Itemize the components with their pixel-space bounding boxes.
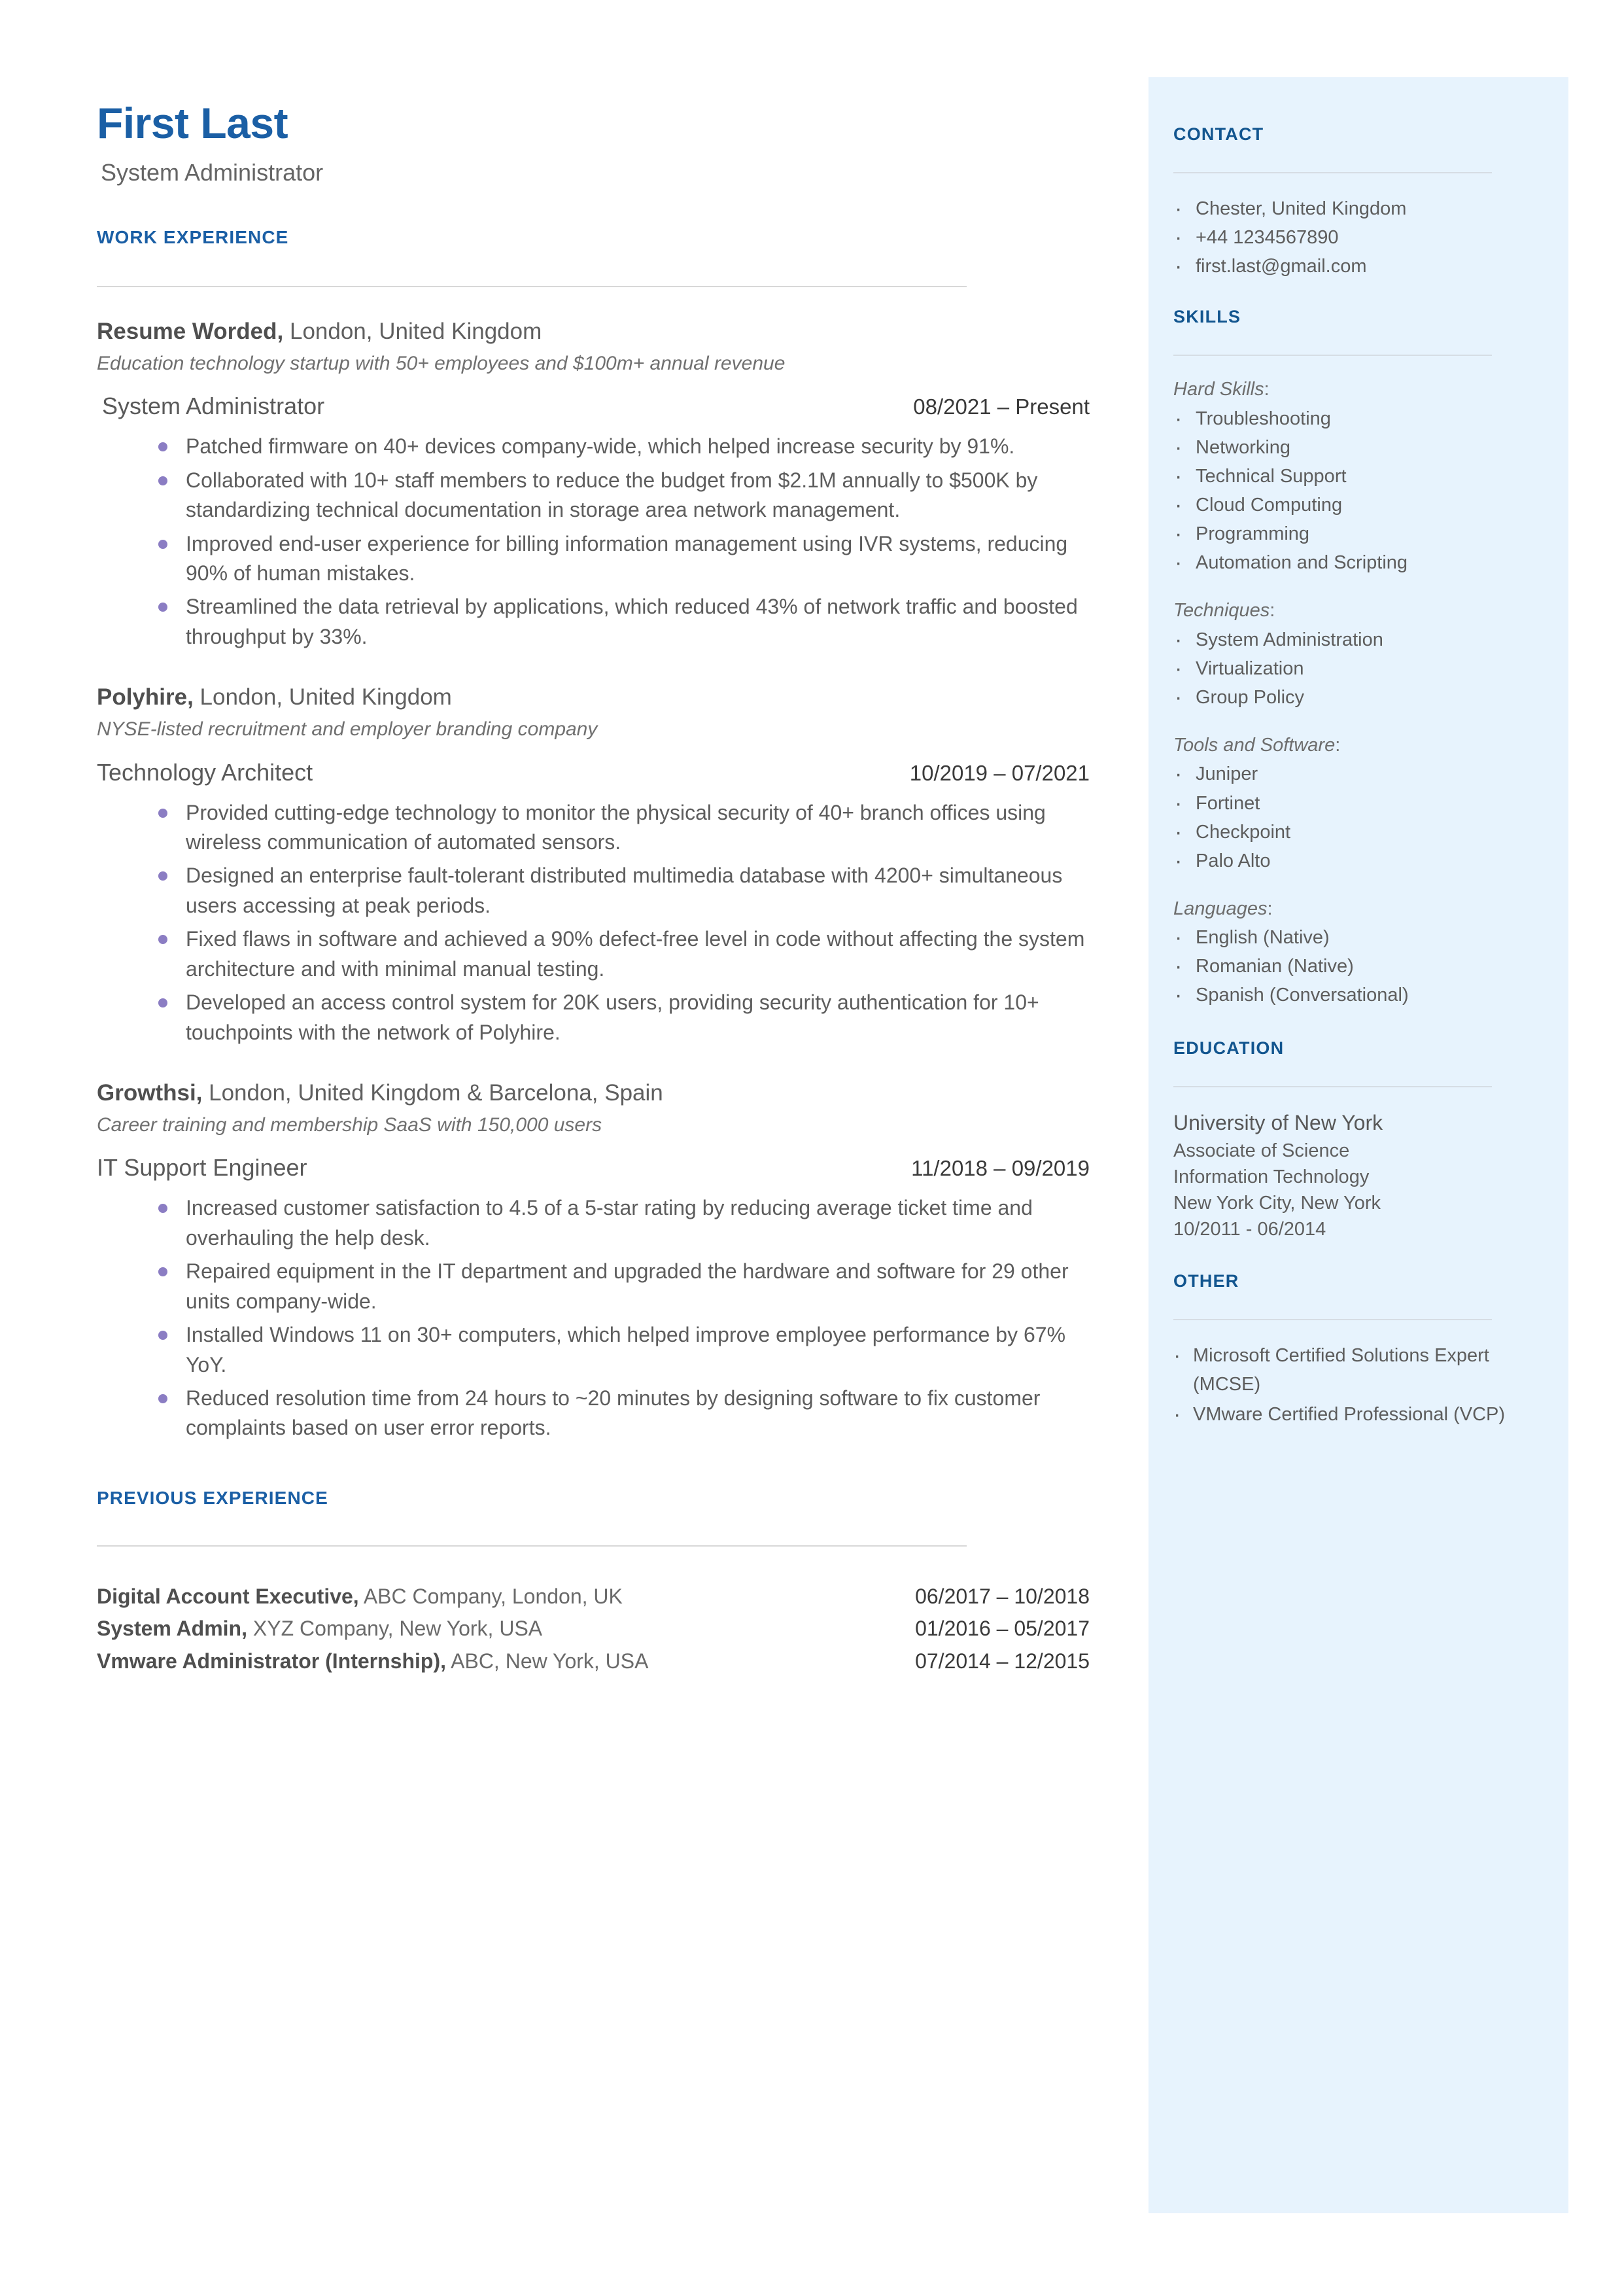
company-description: Career training and membership SaaS with 150,000 users [97,1113,602,1136]
skill-item: · Fortinet [1173,789,1513,818]
skill-item: · System Administration [1173,625,1513,654]
job-bullet: Collaborated with 10+ staff members to reduce the budget from $2.1M annually to $500K by standardizing technical documentation in storage area network management. [147,466,1091,525]
role-row [97,759,1091,786]
job-bullet: Repaired equipment in the IT department and upgraded the hardware and software for 29 other units company-wide. [147,1257,1091,1316]
skill-item: · Cloud Computing [1173,491,1513,519]
skill-item: · Group Policy [1173,683,1513,712]
headline: System Administrator [101,159,324,186]
company-name: Growthsi, [97,1080,203,1106]
job-bullet: Fixed flaws in software and achieved a 90% defect-free level in code without affecting the system architecture and with minimal manual testing. [147,924,1091,984]
language-item: · Spanish (Conversational) [1173,981,1513,1009]
previous-role-title: Vmware Administrator (Internship), [97,1649,446,1673]
sidebar-section-title-contact: CONTACT [1173,124,1264,144]
company-line [97,317,1091,346]
header-block [97,0,1091,186]
contact-item-phone: · +44 1234567890 [1173,223,1513,252]
skills-group-label-colon: : [1270,600,1275,622]
skills-group-label-tools [1173,731,1513,760]
language-item: · English (Native) [1173,923,1513,952]
sidebar-section-title-other: OTHER [1173,1270,1239,1291]
work-experience-divider [97,286,967,287]
job-bullets [97,798,1091,1048]
previous-experience-row [97,1613,1091,1645]
previous-experience-row [97,1645,1091,1678]
language-item: · Romanian (Native) [1173,952,1513,981]
company-location: London, United Kingdom [283,319,542,344]
role-title: IT Support Engineer [97,1154,307,1182]
job-bullet: Designed an enterprise fault-tolerant distributed multimedia database with 4200+ simultaneous users accessing at peak periods. [147,861,1091,920]
previous-role [97,1645,648,1678]
previous-role-dates: 07/2014 – 12/2015 [915,1649,1090,1673]
company-description: NYSE-listed recruitment and employer branding company [97,718,598,741]
skills-list-hard-skills [1173,404,1513,577]
company-line [97,1079,1091,1108]
skills-list-languages [1173,923,1513,1009]
job-bullets [97,432,1091,652]
role-title: Technology Architect [97,758,313,786]
job-bullet: Streamlined the data retrieval by applications, which reduced 43% of network traffic and boosted throughput by 33%. [147,592,1091,652]
education-location: New York City, New York [1173,1192,1381,1214]
contact-item-location: · Chester, United Kingdom [1173,194,1513,223]
sidebar-section-title-skills: SKILLS [1173,307,1241,327]
education-school: University of New York [1173,1111,1383,1135]
skill-item: · Troubleshooting [1173,404,1513,433]
skill-item: · Programming [1173,519,1513,548]
company-description: Education technology startup with 50+ employees and $100m+ annual revenue [97,352,786,374]
skills-group-label-colon: : [1335,734,1341,756]
education-dates: 10/2011 - 06/2014 [1173,1218,1326,1240]
contact-list [1173,194,1513,281]
previous-role-detail: ABC, New York, USA [446,1649,649,1673]
skills-group-label-text: Languages [1173,898,1268,919]
company-location: London, United Kingdom & Barcelona, Spain [202,1080,663,1106]
job-bullet: Patched firmware on 40+ devices company-wide, which helped increase security by 91%. [147,432,1091,461]
skills-group-label-text: Techniques [1173,600,1270,622]
section-title-work-experience: WORK EXPERIENCE [97,227,289,247]
sidebar [1149,77,1568,2213]
previous-experience-row [97,1581,1091,1613]
page-title: First Last [97,99,288,147]
company-line [97,683,1091,712]
certification-item: · Microsoft Certified Solutions Expert (MCSE) [1173,1341,1513,1399]
job-bullets [97,1193,1091,1443]
role-title: System Administrator [102,393,325,420]
skills-group-label-hard-skills [1173,376,1513,404]
role-dates: 10/2019 – 07/2021 [909,760,1090,785]
main-column [97,0,1091,1678]
previous-role [97,1613,542,1645]
sidebar-section-title-education: EDUCATION [1173,1038,1285,1059]
skills-group-label-techniques [1173,597,1513,625]
skills-list-tools [1173,760,1513,875]
job-bullet: Improved end-user experience for billing information management using IVR systems, reducing 90% of human mistakes. [147,529,1091,589]
skill-item: · Technical Support [1173,462,1513,491]
skill-item: · Networking [1173,433,1513,462]
company-name: Polyhire, [97,684,194,710]
previous-role-dates: 06/2017 – 10/2018 [915,1584,1090,1608]
other-list [1173,1341,1513,1429]
skills-group-label-languages [1173,895,1513,924]
skill-item: · Palo Alto [1173,847,1513,875]
role-row [97,393,1091,420]
company-location: London, United Kingdom [193,684,452,710]
company-name: Resume Worded, [97,319,284,344]
job-bullet: Developed an access control system for 20K users, providing security authentication for 10+ touchpoints with the network of Polyhire. [147,988,1091,1047]
previous-role-title: Digital Account Executive, [97,1584,359,1608]
previous-role-detail: XYZ Company, New York, USA [247,1617,543,1641]
skills-list-techniques [1173,625,1513,712]
job-entry [97,683,1091,1047]
job-entry [97,317,1091,652]
skills-group-label-colon: : [1267,898,1273,919]
job-bullet: Reduced resolution time from 24 hours to ~20 minutes by designing software to fix customer complaints based on user error reports. [147,1384,1091,1443]
job-bullet: Installed Windows 11 on 30+ computers, which helped improve employee performance by 67% YoY. [147,1320,1091,1380]
role-dates: 08/2021 – Present [913,394,1090,419]
skill-item: · Automation and Scripting [1173,548,1513,577]
sidebar-content [1173,77,1513,1430]
job-bullet: Increased customer satisfaction to 4.5 of a 5-star rating by reducing average ticket time and overhauling the help desk. [147,1193,1091,1253]
previous-role-detail: ABC Company, London, UK [358,1584,623,1608]
previous-role-dates: 01/2016 – 05/2017 [915,1617,1090,1641]
section-title-previous-experience: PREVIOUS EXPERIENCE [97,1487,328,1508]
previous-role [97,1581,623,1613]
job-entry [97,1079,1091,1443]
skills-group-label-text: Tools and Software [1173,734,1336,756]
contact-item-email: · first.last@gmail.com [1173,252,1513,281]
skill-item: · Virtualization [1173,654,1513,683]
certification-item: · VMware Certified Professional (VCP) [1173,1400,1513,1429]
previous-role-title: System Admin, [97,1617,247,1641]
education-degree: Associate of Science [1173,1140,1350,1161]
skill-item: · Juniper [1173,760,1513,788]
education-field: Information Technology [1173,1166,1370,1187]
role-row [97,1154,1091,1182]
skill-item: · Checkpoint [1173,818,1513,847]
role-dates: 11/2018 – 09/2019 [911,1156,1090,1181]
job-bullet: Provided cutting-edge technology to monitor the physical security of 40+ branch offices using wireless communication of automated sensors. [147,798,1091,858]
skills-group-label-text: Hard Skills [1173,379,1264,400]
skills-group-label-colon: : [1264,379,1270,400]
